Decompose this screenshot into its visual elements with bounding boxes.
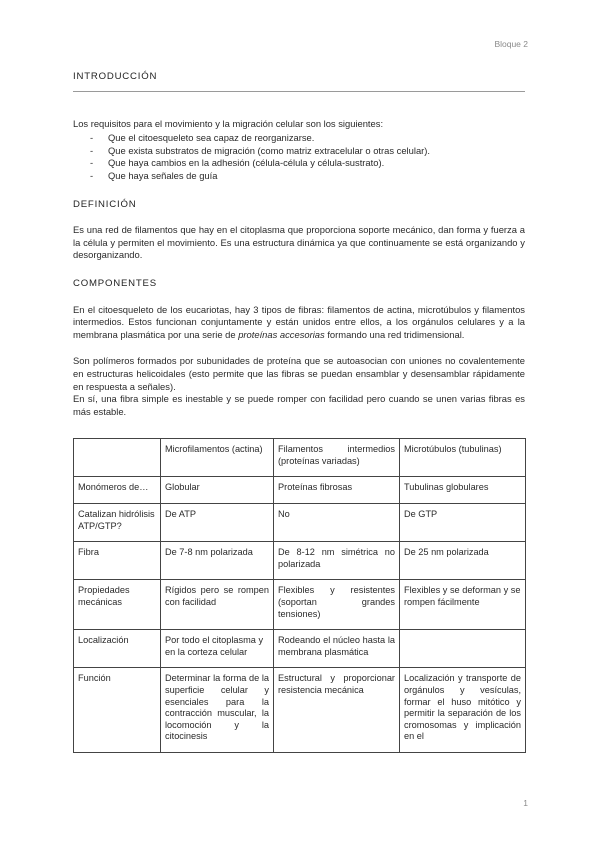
list-item: - Que exista substratos de migración (como matriz extracelular o otras celular). — [73, 145, 525, 158]
section-heading-introduccion: INTRODUCCIÓN — [73, 71, 525, 92]
table-cell — [400, 630, 526, 668]
italic-term: proteínas accesorias — [238, 328, 325, 340]
table-cell: Globular — [161, 477, 274, 504]
table-cell: De 7-8 nm polarizada — [161, 542, 274, 580]
components-paragraph-1 — [73, 304, 525, 342]
table-header-cell: Microtúbulos (tubulinas) — [400, 439, 526, 477]
table-cell: Flexibles y se deforman y se rompen fácilmente — [400, 580, 526, 630]
table-header-cell: Filamentos intermedios (proteínas variadas) — [274, 439, 400, 477]
cytoskeleton-comparison-table — [73, 438, 526, 753]
table-cell: Tubulinas globulares — [400, 477, 526, 504]
table-cell: Localización — [74, 630, 161, 668]
requirements-list — [73, 132, 525, 182]
table-row — [74, 630, 526, 668]
table-row — [74, 477, 526, 504]
definition-paragraph: Es una red de filamentos que hay en el citoplasma que proporciona soporte mecánico, dan forma y fuerza a la célula y permiten el movimiento. Es una estructura dinámica ya que continuamente se está organizando y desorganizando. — [73, 224, 525, 261]
table-row — [74, 580, 526, 630]
components-paragraph-2: Son polímeros formados por subunidades de proteína que se autoasocian con uniones no covalentemente en estructuras helicoidales (esto permite que las fibras se puedan ensamblar y desensamblar rápidamente en respuesta a señales). — [73, 355, 525, 392]
table-cell: Por todo el citoplasma y en la corteza celular — [161, 630, 274, 668]
list-item: - Que el citoesqueleto sea capaz de reorganizarse. — [73, 132, 525, 145]
table-header-cell: Microfilamentos (actina) — [161, 439, 274, 477]
table-cell: Propiedades mecánicas — [74, 580, 161, 630]
components-paragraph-3: En sí, una fibra simple es inestable y se puede romper con facilidad pero cuando se unen varias fibras es más estable. — [73, 393, 525, 417]
page-number: 1 — [523, 798, 528, 809]
table-cell: De 25 nm polarizada — [400, 542, 526, 580]
section-heading-definicion: DEFINICIÓN — [73, 198, 137, 210]
table-header-row — [74, 439, 526, 477]
paragraph-text: En el citoesqueleto de los eucariotas, hay 3 tipos de fibras: filamentos de actina, microtúbulos y filamentos intermedios. Estos funcionan conjuntamente y están unidos entre ellos, a los orgánulos celulares y a la membrana plasmática por una serie de — [73, 303, 525, 340]
table-cell: Rodeando el núcleo hasta la membrana plasmática — [274, 630, 400, 668]
table-row — [74, 504, 526, 542]
list-item: - Que haya cambios en la adhesión (célula-célula y célula-sustrato). — [73, 157, 525, 170]
table-cell: Función — [74, 668, 161, 753]
table-header-cell — [74, 439, 161, 477]
document-body — [73, 71, 525, 753]
table-cell: De 8-12 nm simétrica no polarizada — [274, 542, 400, 580]
requirements-lead: Los requisitos para el movimiento y la migración celular son los siguientes: — [73, 117, 384, 129]
paragraph-text: formando una red tridimensional. — [324, 328, 465, 340]
table-cell: De ATP — [161, 504, 274, 542]
table-cell: De GTP — [400, 504, 526, 542]
table-cell: Catalizan hidrólisis ATP/GTP? — [74, 504, 161, 542]
table-cell: Proteínas fibrosas — [274, 477, 400, 504]
list-item: - Que haya señales de guía — [73, 170, 525, 183]
page-header-label: Bloque 2 — [494, 39, 528, 49]
table-cell: No — [274, 504, 400, 542]
table-row — [74, 668, 526, 753]
table-cell: Fibra — [74, 542, 161, 580]
section-heading-componentes: COMPONENTES — [73, 277, 157, 289]
table-cell: Localización y transporte de orgánulos y vesículas, formar el huso mitótico y permitir la separación de los cromosomas y implicación en el — [400, 668, 526, 753]
table-row — [74, 542, 526, 580]
table-cell: Estructural y proporcionar resistencia mecánica — [274, 668, 400, 753]
table-cell: Determinar la forma de la superficie celular y esenciales para la contracción muscular, la locomoción y la citocinesis — [161, 668, 274, 753]
table-cell: Flexibles y resistentes (soportan grandes tensiones) — [274, 580, 400, 630]
table-cell: Rígidos pero se rompen con facilidad — [161, 580, 274, 630]
table-cell: Monómeros de… — [74, 477, 161, 504]
